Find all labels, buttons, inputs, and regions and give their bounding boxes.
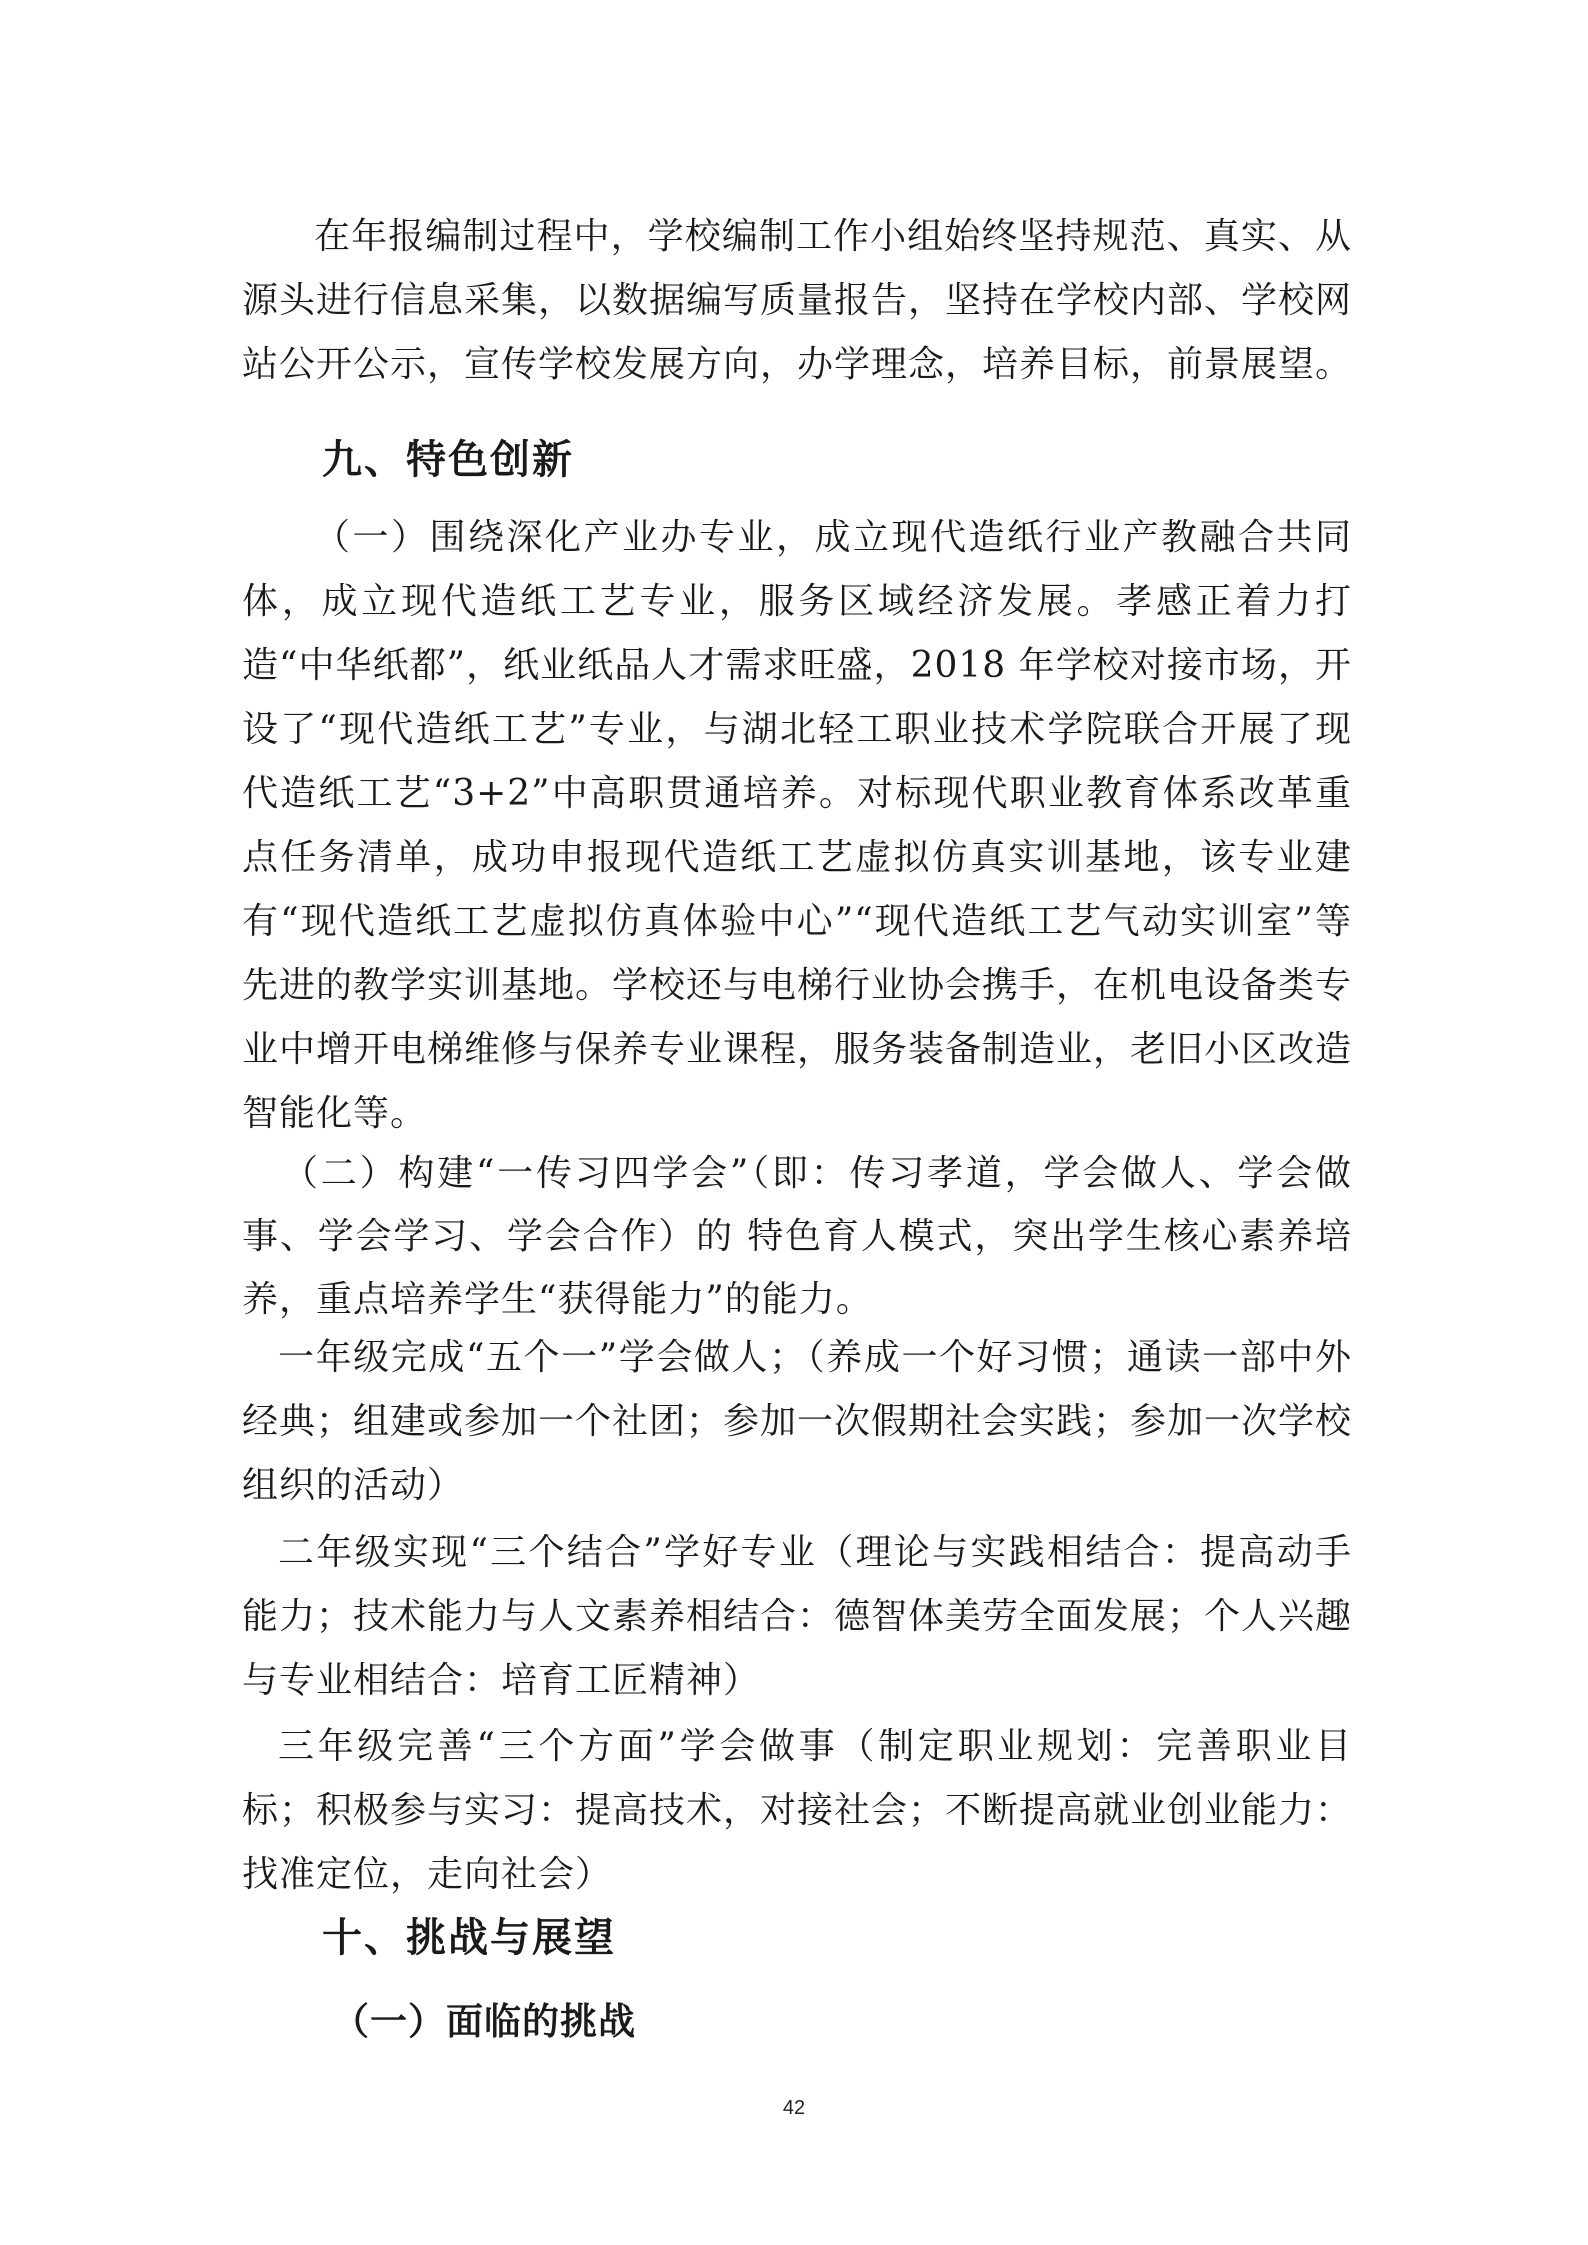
grade-one-paragraph: 一年级完成“五个一”学会做人；（养成一个好习惯；通读一部中外经典；组建或参加一个社团；参加一次假期社会实践；参加一次学校组织的活动） [242, 1337, 1353, 1506]
grade-three-paragraph: 三年级完善“三个方面”学会做事（制定职业规划：完善职业目标；积极参与实习：提高技术，对接社会；不断提高就业创业能力：找准定位，走向社会） [242, 1726, 1353, 1895]
page-number: 42 [782, 2097, 806, 2119]
section-heading-innovation: 九、特色创新 [322, 437, 574, 483]
intro-paragraph: 在年报编制过程中，学校编制工作小组始终坚持规范、真实、从源头进行信息采集，以数据编写质量报告，坚持在学校内部、学校网站公开公示，宣传学校发展方向，办学理念，培养目标，前景展望。 [242, 216, 1353, 385]
section-heading-challenges: 十、挑战与展望 [322, 1915, 616, 1961]
innovation-paragraph-1: （一）围绕深化产业办专业，成立现代造纸行业产教融合共同体，成立现代造纸工艺专业，服务区域经济发展。孝感正着力打造“中华纸都”，纸业纸品人才需求旺盛，2018 年学校对接市场，开设了“现代造纸工艺”专业，与湖北轻工职业技术学院联合开展了现代造纸工艺“3+2”中高职贯通培养。对标现代职业教育体系改革重点任务清单，成功申报现代造纸工艺虚拟仿真实训基地，该专业建有“现代造纸工艺虚拟仿真体验中心”“现代造纸工艺气动实训室”等先进的教学实训基地。学校还与电梯行业协会携手，在机电设备类专业中增开电梯维修与保养专业课程，服务装备制造业，老旧小区改造智能化等。 [242, 517, 1353, 1134]
subsection-heading-challenges: （一）面临的挑战 [332, 2000, 636, 2043]
grade-two-paragraph: 二年级实现“三个结合”学好专业（理论与实践相结合：提高动手能力；技术能力与人文素养相结合：德智体美劳全面发展；个人兴趣与专业相结合：培育工匠精神） [242, 1532, 1353, 1701]
innovation-paragraph-2: （二）构建“一传习四学会”（即：传习孝道，学会做人、学会做事、学会学习、学会合作）的 特色育人模式，突出学生核心素养培养，重点培养学生“获得能力”的能力。 [242, 1153, 1352, 1320]
